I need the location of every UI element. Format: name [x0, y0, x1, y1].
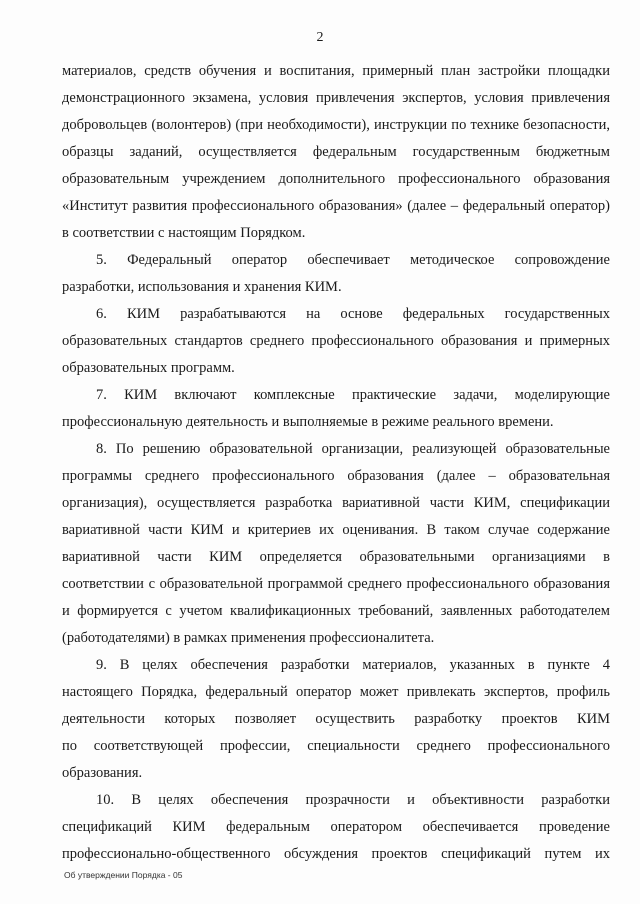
text-line: деятельности которых позволяет осуществить разработку проектов КИМ: [62, 711, 610, 727]
text-line: вариативной части КИМ определяется образовательными организациями в: [62, 549, 610, 565]
text-line: профессиональную деятельность и выполняемые в режиме реального времени.: [62, 414, 554, 430]
paragraph-9-line: 9. В целях обеспечения разработки материалов, указанных в пункте 4: [96, 657, 610, 673]
text-line: демонстрационного экзамена, условия привлечения экспертов, условия привлечения: [62, 90, 610, 106]
paragraph-8-line: 8. По решению образовательной организации, реализующей образовательные: [96, 441, 610, 457]
text-line: в соответствии с настоящим Порядком.: [62, 225, 306, 241]
text-line: вариативной части КИМ и критериев их оценивания. В таком случае содержание: [62, 522, 610, 538]
paragraph-5-line: 5. Федеральный оператор обеспечивает методическое сопровождение: [96, 252, 610, 268]
text-line: разработки, использования и хранения КИМ.: [62, 279, 342, 295]
text-line: образования.: [62, 765, 143, 781]
text-line: соответствии с образовательной программой среднего профессионального образования: [62, 576, 610, 592]
text-line: «Институт развития профессионального образования» (далее – федеральный оператор): [62, 198, 610, 214]
text-line: профессионально-общественного обсуждения проектов спецификаций путем их: [62, 846, 610, 862]
text-line: (работодателями) в рамках применения профессионалитета.: [62, 630, 435, 646]
text-line: образцы заданий, осуществляется федеральным государственным бюджетным: [62, 144, 610, 160]
page-number: 2: [316, 30, 324, 45]
document-footer: Об утверждении Порядка - 05: [64, 870, 183, 880]
text-line: организация), осуществляется разработка вариативной части КИМ, спецификации: [62, 495, 610, 511]
text-line: добровольцев (волонтеров) (при необходимости), инструкции по технике безопасности,: [62, 117, 610, 133]
text-line: программы среднего профессионального образования (далее – образовательная: [62, 468, 610, 484]
text-line: образовательных программ.: [62, 360, 235, 376]
text-line: образовательных стандартов среднего профессионального образования и примерных: [62, 333, 610, 349]
text-line: спецификаций КИМ федеральным оператором обеспечивается проведение: [62, 819, 610, 835]
text-line: материалов, средств обучения и воспитания, примерный план застройки площадки: [62, 63, 610, 79]
text-line: и формируется с учетом квалификационных требований, заявленных работодателем: [62, 603, 610, 619]
paragraph-7-line: 7. КИМ включают комплексные практические задачи, моделирующие: [96, 387, 610, 403]
paragraph-6-line: 6. КИМ разрабатываются на основе федеральных государственных: [96, 306, 610, 322]
text-line: настоящего Порядка, федеральный оператор может привлекать экспертов, профиль: [62, 684, 610, 700]
text-line: по соответствующей профессии, специальности среднего профессионального: [62, 738, 610, 754]
paragraph-10-line: 10. В целях обеспечения прозрачности и объективности разработки: [96, 792, 610, 808]
text-line: образовательным учреждением дополнительного профессионального образования: [62, 171, 610, 187]
